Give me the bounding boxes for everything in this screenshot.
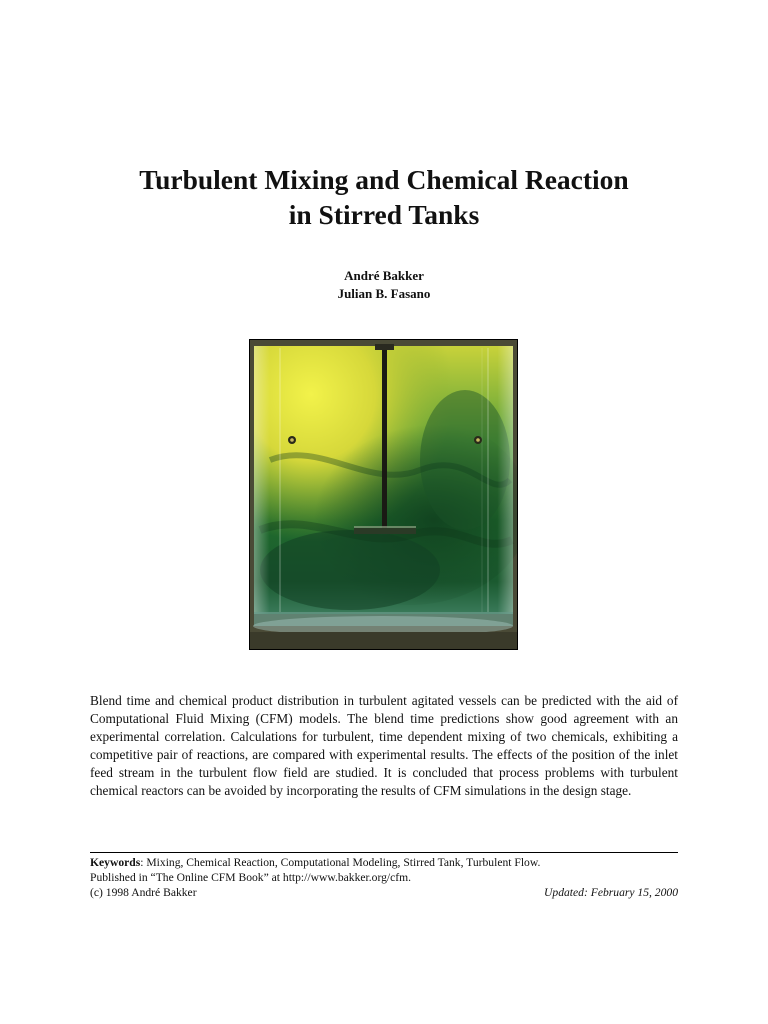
paper-title	[60, 162, 708, 232]
publication-note: Published in “The Online CFM Book” at http://www.bakker.org/cfm.	[90, 871, 412, 884]
stirred-tank-photo	[249, 339, 518, 650]
footer-divider	[90, 852, 678, 853]
footer-row	[90, 885, 678, 900]
abstract-paragraph: Blend time and chemical product distribution in turbulent agitated vessels can be predicted with the aid of Computational Fluid Mixing (CFM) models. The blend time predictions show good agreement with an experimental correlation. Calculations for turbulent, time dependent mixing of two chemicals, exhibiting a competitive pair of reactions, are compared with experimental results. The effects of the position of the inlet feed stream in the turbulent flow field are studied. It is concluded that process problems with turbulent chemical reactors can be avoided by incorporating the results of CFM simulations in the design stage.	[90, 693, 678, 798]
author-list	[60, 267, 708, 303]
title-line-1: Turbulent Mixing and Chemical Reaction	[139, 164, 629, 195]
author-name: André Bakker	[344, 268, 424, 283]
copyright-notice: (c) 1998 André Bakker	[90, 886, 197, 899]
keywords-label: Keywords	[90, 856, 141, 869]
updated-date: Updated: February 15, 2000	[544, 886, 678, 899]
keywords-text: : Mixing, Chemical Reaction, Computational Modeling, Stirred Tank, Turbulent Flow.	[140, 856, 541, 869]
paper-footer	[90, 855, 678, 900]
author-name: Julian B. Fasano	[337, 286, 431, 301]
stirred-tank-illustration	[250, 340, 517, 649]
keywords-line	[90, 855, 678, 870]
title-line-2: in Stirred Tanks	[288, 199, 480, 230]
